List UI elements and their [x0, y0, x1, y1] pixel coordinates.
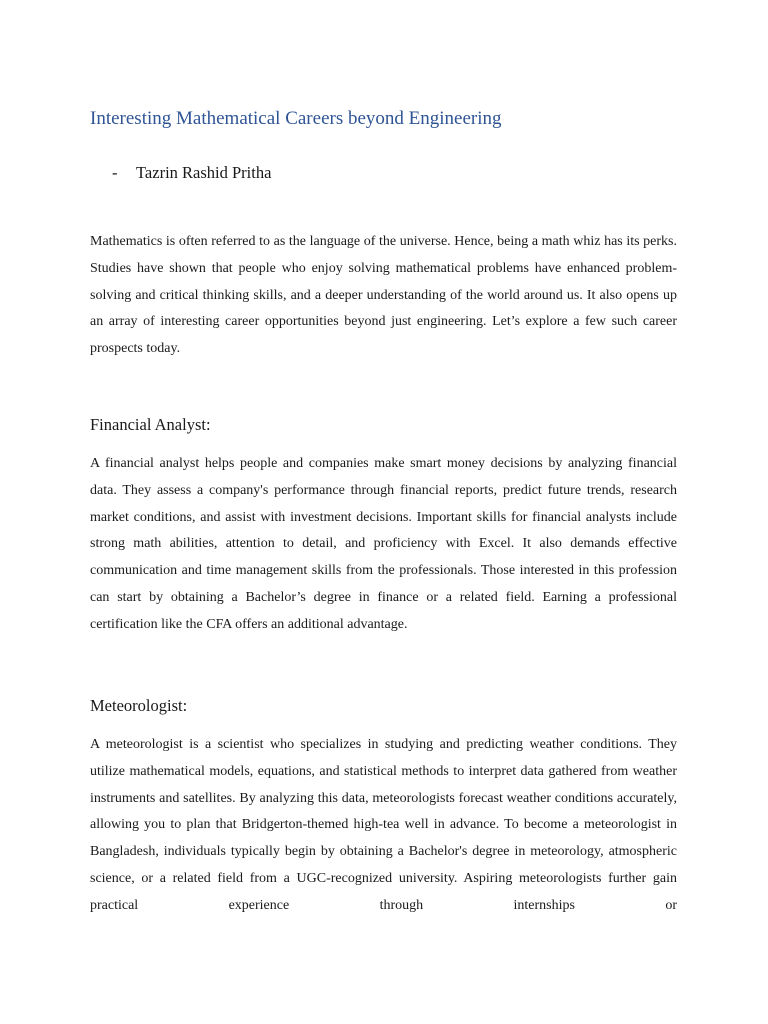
author-name: Tazrin Rashid Pritha	[136, 163, 272, 182]
section-body-meteorologist: A meteorologist is a scientist who specializes in studying and predicting weather conditions. They utilize mathematical models, equations, and statistical methods to interpret data gathered from weather instruments and satellites. By analyzing this data, meteorologists forecast weather conditions accurately, allowing you to plan that Bridgerton-themed high-tea well in advance. To become a meteorologist in Bangladesh, individuals typically begin by obtaining a Bachelor's degree in meteorology, atmospheric science, or a related field from a UGC-recognized university. Aspiring meteorologists further gain practical experience through internships or	[90, 737, 677, 913]
section-heading-financial-analyst: Financial Analyst:	[90, 415, 211, 434]
section-body-financial-analyst: A financial analyst helps people and companies make smart money decisions by analyzing financial data. They assess a company's performance through financial reports, predict future trends, research market conditions, and assist with investment decisions. Important skills for financial analysts include strong math abilities, attention to detail, and proficiency with Excel. It also demands effective communication and time management skills from the professionals. Those interested in this profession can start by obtaining a Bachelor’s degree in finance or a related field. Earning a professional certification like the CFA offers an additional advantage.	[90, 456, 677, 632]
section-heading-meteorologist: Meteorologist:	[90, 696, 188, 715]
intro-paragraph: Mathematics is often referred to as the language of the universe. Hence, being a math whiz has its perks. Studies have shown that people who enjoy solving mathematical problems have enhanced problem-solving and critical thinking skills, and a deeper understanding of the world around us. It also opens up an array of interesting career opportunities beyond just engineering. Let’s explore a few such career prospects today.	[90, 234, 677, 357]
author-dash: -	[112, 163, 118, 182]
document-title: Interesting Mathematical Careers beyond Engineering	[90, 108, 502, 129]
author-line	[112, 163, 271, 183]
